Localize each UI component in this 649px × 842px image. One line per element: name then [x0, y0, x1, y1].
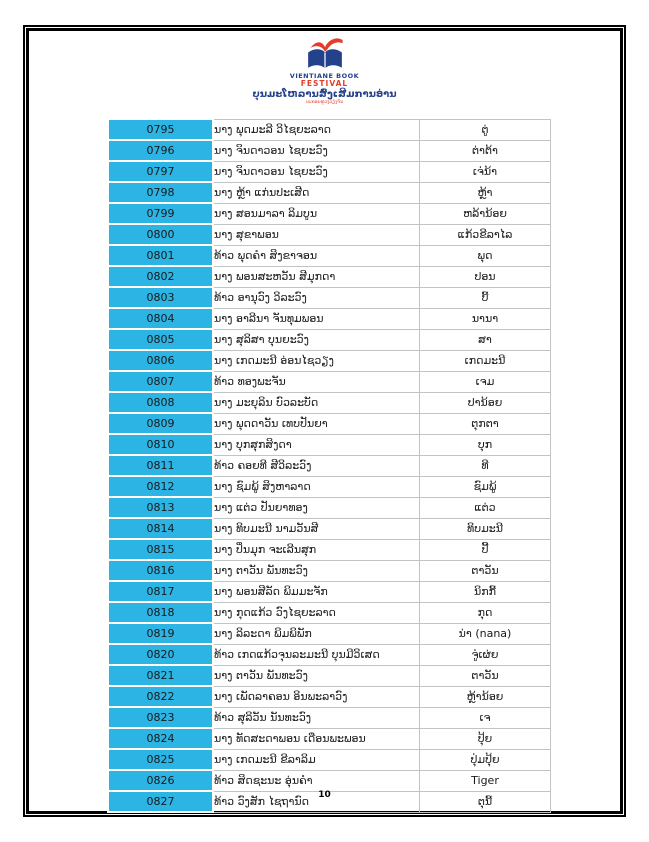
nickname-cell: ຕຸນີ້ [420, 791, 551, 812]
logo-subtitle-lao: ນະຄອນຫຼວງວຽງຈັນ [305, 100, 344, 106]
nickname-cell: ເຈມ [420, 371, 551, 392]
nickname-cell: ບີ້ [420, 287, 551, 308]
nickname-cell: ປານ້ອຍ [420, 392, 551, 413]
nickname-cell: ເຈ [420, 707, 551, 728]
id-cell: 0823 [108, 707, 213, 728]
name-cell: ທ້າວ ທອງພະຈັນ [213, 371, 420, 392]
name-cell: ທ້າວ ວົງສັກ ໄຊຖານົດ [213, 791, 420, 812]
table-row [108, 308, 551, 329]
name-cell: ນາງ ຫຼ້າ ແກ່ນປະເສີດ [213, 182, 420, 203]
name-cell: ນາງ ຈິນດາວອນ ໄຊຍະວົງ [213, 161, 420, 182]
name-cell: ນາງ ສອນມາລາ ລິມບູນ [213, 203, 420, 224]
name-cell: ນາງ ກຸດແກ້ວ ວົງໄຊຍະລາດ [213, 602, 420, 623]
table-row [108, 203, 551, 224]
attendee-table [107, 118, 551, 813]
nickname-cell: ຕາວັນ [420, 560, 551, 581]
open-book-icon [302, 36, 348, 72]
table-row [108, 707, 551, 728]
id-cell: 0798 [108, 182, 213, 203]
nickname-cell: ສາ [420, 329, 551, 350]
table-row [108, 518, 551, 539]
nickname-cell: ຕຸກຕາ [420, 413, 551, 434]
nickname-cell: ຫຼ້າ [420, 182, 551, 203]
id-cell: 0799 [108, 203, 213, 224]
name-cell: ນາງ ພຸດດາວັນ ເທບປັນຍາ [213, 413, 420, 434]
table-row [108, 539, 551, 560]
name-cell: ນາງ ຕາວັນ ພັນທະວົງ [213, 665, 420, 686]
table-row [108, 728, 551, 749]
id-cell: 0815 [108, 539, 213, 560]
nickname-cell: ພຸດ [420, 245, 551, 266]
id-cell: 0801 [108, 245, 213, 266]
name-cell: ນາງ ຕາວັນ ພັນທະວົງ [213, 560, 420, 581]
table-row [108, 140, 551, 161]
nickname-cell: ປຸ່ມປຸ້ຍ [420, 749, 551, 770]
table-row [108, 161, 551, 182]
name-cell: ທ້າວ ເກດແກ້ວຈຸນລະມະນີ ບຸນມີວິເສດ [213, 644, 420, 665]
name-cell: ນາງ ຈິນດາວອນ ໄຊຍະວົງ [213, 140, 420, 161]
name-cell: ທ້າວ ສຸລິວັນ ນັນທະວົງ [213, 707, 420, 728]
table-row [108, 434, 551, 455]
nickname-cell: ຈູ່ເຜ່ຍ [420, 644, 551, 665]
name-cell: ນາງ ພອນສະຫວັນ ສີມຸກດາ [213, 266, 420, 287]
nickname-cell: ປຸ້ຍ [420, 728, 551, 749]
table-row [108, 182, 551, 203]
page-number: 10 [318, 790, 331, 800]
id-cell: 0808 [108, 392, 213, 413]
name-cell: ນາງ ລິລະດາ ພິມພິພັກ [213, 623, 420, 644]
id-cell: 0809 [108, 413, 213, 434]
id-cell: 0806 [108, 350, 213, 371]
name-cell: ນາງ ທັດສະດາພອນ ເດືອນພະພອນ [213, 728, 420, 749]
name-cell: ນາງ ສຸລິສາ ບຸນຍະວົງ [213, 329, 420, 350]
table-row [108, 497, 551, 518]
attendee-table-body [108, 119, 551, 812]
nickname-cell: ນິກກີ້ [420, 581, 551, 602]
nickname-cell: ນ່າ (nana) [420, 623, 551, 644]
name-cell: ນາງ ທິບມະນີ ນາມວັນສີ [213, 518, 420, 539]
table-row [108, 455, 551, 476]
table-row [108, 350, 551, 371]
name-cell: ນາງ ສຸຂາພອນ [213, 224, 420, 245]
nickname-cell: ເກດມະນີ [420, 350, 551, 371]
id-cell: 0802 [108, 266, 213, 287]
name-cell: ນາງ ເກດມະນີ ຂີລາລິມ [213, 749, 420, 770]
id-cell: 0827 [108, 791, 213, 812]
id-cell: 0810 [108, 434, 213, 455]
id-cell: 0825 [108, 749, 213, 770]
name-cell: ທ້າວ ສິດຊະນະ ອຸ່ນຄຳ [213, 770, 420, 791]
table-row [108, 119, 551, 140]
nickname-cell: ເຈ່ນ້າ [420, 161, 551, 182]
nickname-cell: ແຕ່ວ [420, 497, 551, 518]
id-cell: 0813 [108, 497, 213, 518]
name-cell: ທ້າວ ຄອຍທີ ສີວິລະວົງ [213, 455, 420, 476]
nickname-cell: ຕ່າຕ້າ [420, 140, 551, 161]
id-cell: 0811 [108, 455, 213, 476]
nickname-cell: Tiger [420, 770, 551, 791]
id-cell: 0807 [108, 371, 213, 392]
table-row [108, 560, 551, 581]
id-cell: 0819 [108, 623, 213, 644]
table-row [108, 287, 551, 308]
name-cell: ນາງ ແຕ່ວ ປັນຍາທອງ [213, 497, 420, 518]
table-row [108, 749, 551, 770]
name-cell: ນາງ ບຸກສຸກສິງດາ [213, 434, 420, 455]
id-cell: 0818 [108, 602, 213, 623]
id-cell: 0804 [108, 308, 213, 329]
nickname-cell: ຫຼ້ານ້ອຍ [420, 686, 551, 707]
id-cell: 0797 [108, 161, 213, 182]
logo-title-line1: VIENTIANE BOOK [289, 72, 360, 80]
table-row [108, 602, 551, 623]
festival-logo [0, 36, 649, 106]
nickname-cell: ຊົມພູ້ [420, 476, 551, 497]
nickname-cell: ປີ້ [420, 539, 551, 560]
table-row [108, 329, 551, 350]
id-cell: 0817 [108, 581, 213, 602]
table-row [108, 770, 551, 791]
table-row [108, 392, 551, 413]
nickname-cell: ຫລ້ານ້ອຍ [420, 203, 551, 224]
nickname-cell: ທິບມະນີ [420, 518, 551, 539]
nickname-cell: ທີ [420, 455, 551, 476]
id-cell: 0795 [108, 119, 213, 140]
id-cell: 0816 [108, 560, 213, 581]
id-cell: 0812 [108, 476, 213, 497]
table-row [108, 623, 551, 644]
table-row [108, 476, 551, 497]
name-cell: ນາງ ພອນສີລັດ ພິມມະຈັກ [213, 581, 420, 602]
name-cell: ນາງ ຊົມພູ້ ສິງຫາລາດ [213, 476, 420, 497]
table-row [108, 581, 551, 602]
table-row [108, 245, 551, 266]
id-cell: 0820 [108, 644, 213, 665]
table-row [108, 413, 551, 434]
nickname-cell: ປອນ [420, 266, 551, 287]
id-cell: 0822 [108, 686, 213, 707]
table-row [108, 371, 551, 392]
table-row [108, 266, 551, 287]
nickname-cell: ຕາວັນ [420, 665, 551, 686]
id-cell: 0800 [108, 224, 213, 245]
table-row [108, 686, 551, 707]
id-cell: 0805 [108, 329, 213, 350]
id-cell: 0824 [108, 728, 213, 749]
table-row [108, 665, 551, 686]
id-cell: 0796 [108, 140, 213, 161]
name-cell: ນາງ ປິ່ນມຸກ ຈະເລີນສຸກ [213, 539, 420, 560]
name-cell: ທ້າວ ພຸດຄຳ ສິງຂາຈອນ [213, 245, 420, 266]
id-cell: 0803 [108, 287, 213, 308]
nickname-cell: ກຸດ [420, 602, 551, 623]
id-cell: 0826 [108, 770, 213, 791]
table-row [108, 644, 551, 665]
logo-title-line2: FESTIVAL [300, 79, 349, 89]
name-cell: ນາງ ມະຍຸລິນ ບົວລະບັດ [213, 392, 420, 413]
id-cell: 0821 [108, 665, 213, 686]
nickname-cell: ນານາ [420, 308, 551, 329]
table-row [108, 224, 551, 245]
nickname-cell: ຕູ່ [420, 119, 551, 140]
name-cell: ນາງ ອາລີນາ ຈັນທຸມພອນ [213, 308, 420, 329]
id-cell: 0814 [108, 518, 213, 539]
name-cell: ທ້າວ ອານຸວົງ ວິລະວົງ [213, 287, 420, 308]
name-cell: ນາງ ເກດມະນີ ອ່ອນໄຊວຽງ [213, 350, 420, 371]
nickname-cell: ບຸກ [420, 434, 551, 455]
logo-title-lao: ບຸນມະໂຫລານສົ່ງເສີມການອ່ານ [252, 89, 397, 101]
name-cell: ນາງ ເພັດລາຄອນ ອິນພະລາວົງ [213, 686, 420, 707]
name-cell: ນາງ ພຸດມະລີ ວິໄຊຍະລາດ [213, 119, 420, 140]
nickname-cell: ແກ້ວຂີລາໄລ [420, 224, 551, 245]
